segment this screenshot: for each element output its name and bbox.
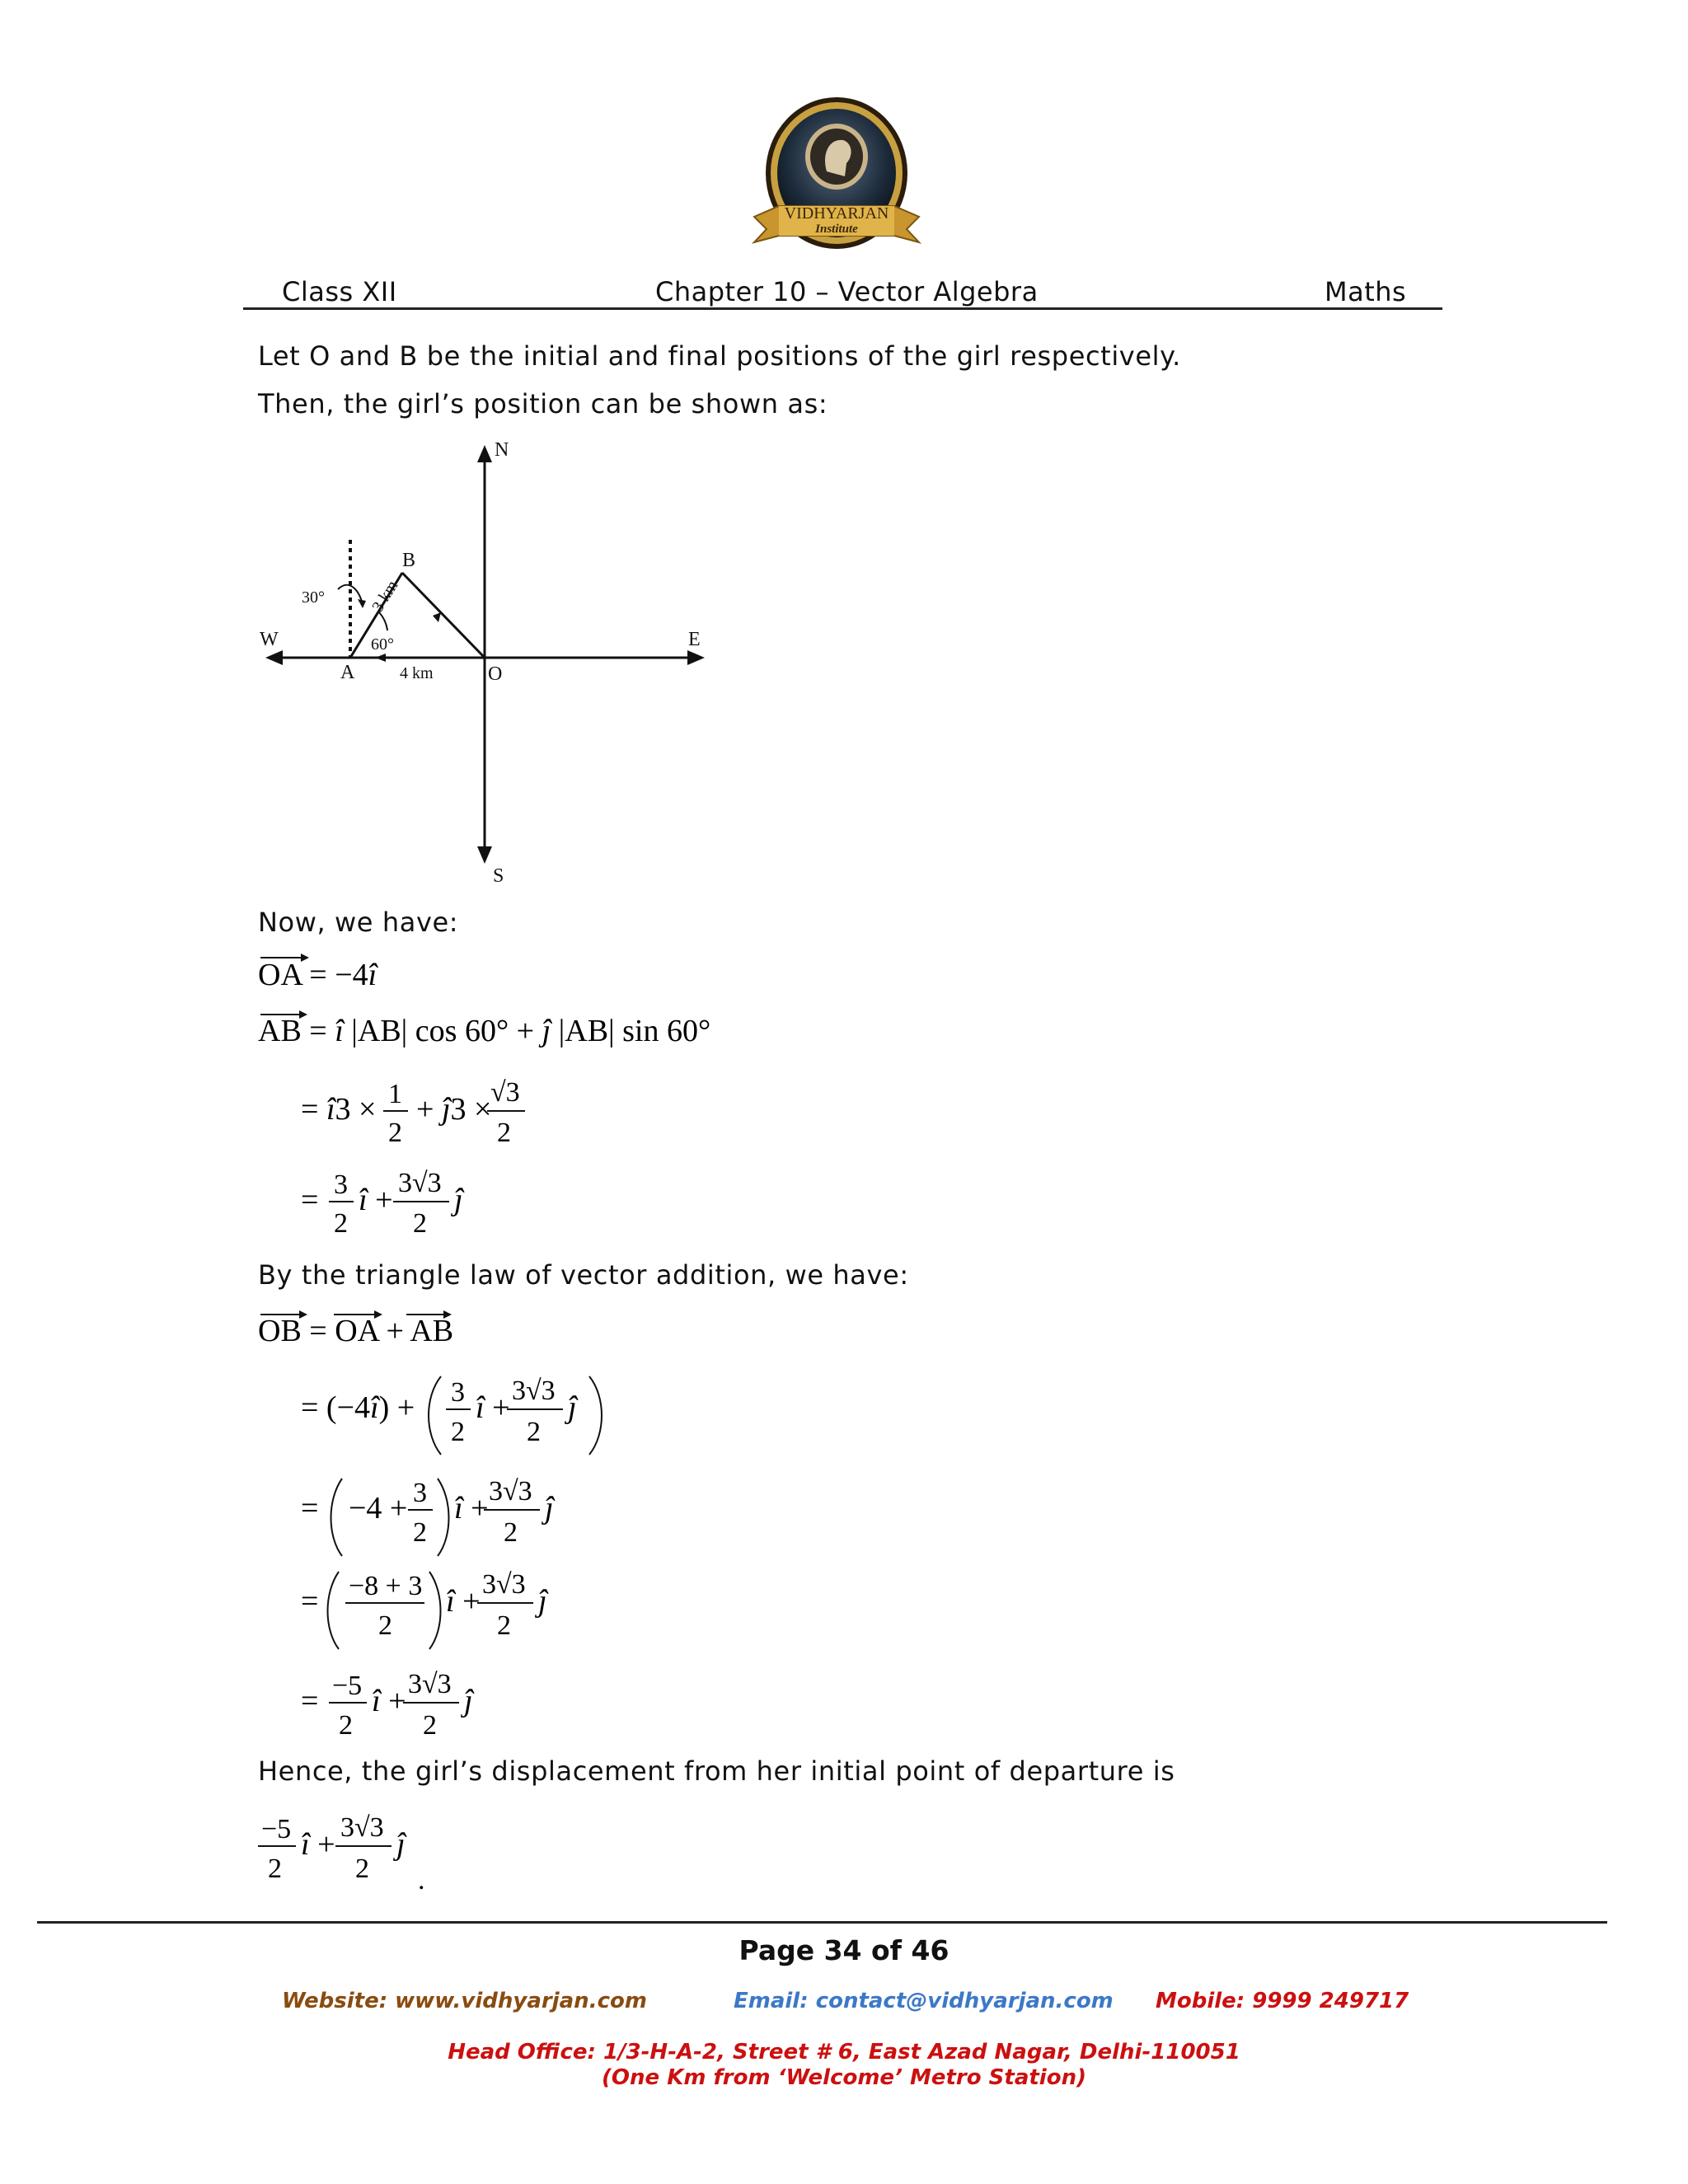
svg-text:= î3 ×: = î3 × <box>301 1092 377 1127</box>
header-chapter: Chapter 10 – Vector Algebra <box>655 276 1039 307</box>
paragraph-conclusion: Hence, the girl’s displacement from her initial point of departure is <box>258 1755 1175 1787</box>
svg-text:2: 2 <box>388 1118 402 1148</box>
svg-text:2: 2 <box>413 1517 427 1548</box>
label-angle-60: 60° <box>371 635 394 654</box>
south-arrow-icon <box>477 846 492 864</box>
svg-text:î +: î + <box>446 1584 481 1619</box>
svg-text:−5: −5 <box>261 1814 292 1844</box>
svg-text:2: 2 <box>355 1854 369 1884</box>
svg-text:3: 3 <box>334 1169 348 1200</box>
svg-text:3√3: 3√3 <box>482 1569 526 1600</box>
svg-text:2: 2 <box>504 1517 518 1548</box>
label-distance-4km: 4 km <box>400 664 434 682</box>
page-number: Page 34 of 46 <box>738 1934 950 1966</box>
north-arrow-icon <box>477 445 492 462</box>
svg-text:AB = î |AB| cos 60° + ĵ |AB| s: AB = î |AB| cos 60° + ĵ |AB| sin 60° <box>258 1014 711 1048</box>
svg-text:î +: î + <box>454 1491 489 1526</box>
svg-text:= (−4î) +: = (−4î) + <box>301 1390 415 1425</box>
svg-text:+ ĵ3 ×: + ĵ3 × <box>416 1092 492 1127</box>
svg-text:2: 2 <box>334 1208 348 1239</box>
svg-text:2: 2 <box>413 1208 427 1239</box>
svg-text:2: 2 <box>451 1417 465 1447</box>
equation-ab-step1 <box>301 1071 713 1154</box>
svg-text:=: = <box>301 1584 319 1619</box>
svg-text:2: 2 <box>497 1610 511 1641</box>
svg-text:=: = <box>301 1491 319 1526</box>
paragraph-position: Then, the girl’s position can be shown as: <box>258 388 828 419</box>
footer-mobile: Mobile: 9999 249717 <box>1156 1989 1409 2013</box>
svg-text:î +: î + <box>301 1827 335 1862</box>
equation-ob-step2 <box>301 1469 713 1559</box>
svg-text:=: = <box>301 1684 319 1718</box>
equation-ob <box>258 1304 670 1353</box>
svg-text:−4 +: −4 + <box>349 1491 408 1526</box>
footer-email[interactable]: Email: contact@vidhyarjan.com <box>734 1989 1114 2013</box>
label-point-a: A <box>340 662 355 683</box>
svg-text:=: = <box>301 1183 319 1217</box>
footer-website[interactable]: Website: www.vidhyarjan.com <box>282 1989 647 2013</box>
svg-text:2: 2 <box>497 1118 511 1148</box>
institute-logo <box>729 97 944 274</box>
svg-text:3: 3 <box>451 1377 465 1408</box>
paragraph-intro: Let O and B be the initial and final positions of the girl respectively. <box>258 340 1181 372</box>
label-angle-30: 30° <box>302 588 325 607</box>
label-east: E <box>688 629 701 650</box>
east-arrow-icon <box>687 650 705 665</box>
svg-text:2: 2 <box>527 1417 541 1447</box>
svg-text:3√3: 3√3 <box>408 1669 452 1699</box>
svg-text:−8 + 3: −8 + 3 <box>349 1571 423 1601</box>
svg-text:2: 2 <box>339 1710 353 1741</box>
svg-text:ĵ: ĵ <box>454 1183 463 1217</box>
equation-ob-step4 <box>301 1665 713 1755</box>
svg-text:ĵ: ĵ <box>538 1584 547 1619</box>
header-rule <box>243 307 1442 310</box>
svg-text:î +: î + <box>372 1684 406 1718</box>
equation-final <box>258 1805 588 1896</box>
label-south: S <box>493 865 504 886</box>
equation-ab <box>258 1004 753 1053</box>
equation-ob-step3 <box>301 1562 713 1652</box>
svg-text:−5: −5 <box>332 1671 363 1701</box>
svg-text:î +: î + <box>359 1183 393 1217</box>
svg-text:2: 2 <box>423 1710 437 1741</box>
logo-title: VIDHYARJAN <box>784 204 889 223</box>
label-point-o: O <box>488 663 503 685</box>
svg-text:OB = OA + AB: OB = OA + AB <box>258 1314 454 1348</box>
svg-text:2: 2 <box>378 1610 392 1641</box>
paragraph-now: Now, we have: <box>258 907 459 938</box>
svg-text:√3: √3 <box>490 1077 520 1108</box>
header-class: Class XII <box>282 276 397 307</box>
svg-text:.: . <box>418 1865 425 1896</box>
footer-rule <box>37 1921 1607 1924</box>
footer-office-note: (One Km from ‘Welcome’ Metro Station) <box>602 2065 1086 2090</box>
svg-text:OA = −4î: OA = −4î <box>258 958 377 992</box>
svg-text:ĵ: ĵ <box>396 1827 406 1862</box>
label-west: W <box>260 629 279 650</box>
path-arrow-icon <box>433 612 441 622</box>
svg-text:î +: î + <box>476 1390 510 1425</box>
svg-text:ĵ: ĵ <box>568 1390 577 1425</box>
header-subject: Maths <box>1325 276 1407 307</box>
label-north: N <box>495 439 509 461</box>
svg-text:2: 2 <box>268 1854 282 1884</box>
svg-text:3: 3 <box>413 1478 427 1508</box>
west-arrow-icon <box>265 650 283 665</box>
svg-text:3√3: 3√3 <box>512 1376 556 1406</box>
equation-ob-step1 <box>301 1368 713 1459</box>
svg-text:ĵ: ĵ <box>464 1684 473 1718</box>
svg-text:3√3: 3√3 <box>398 1168 442 1198</box>
label-point-b: B <box>402 550 416 571</box>
svg-text:1: 1 <box>388 1079 402 1109</box>
equation-oa <box>258 948 753 993</box>
paragraph-triangle-law: By the triangle law of vector addition, we have: <box>258 1259 909 1291</box>
equation-ab-step2 <box>301 1162 713 1244</box>
direction-diagram <box>256 433 717 886</box>
label-distance-3km: 3 km <box>368 577 402 616</box>
logo-subtitle: Institute <box>815 223 858 236</box>
svg-text:ĵ: ĵ <box>545 1491 554 1526</box>
svg-text:3√3: 3√3 <box>340 1812 384 1843</box>
svg-text:3√3: 3√3 <box>489 1476 532 1507</box>
footer-office-address: Head Office: 1/3-H-A-2, Street # 6, East Azad Nagar, Delhi-110051 <box>448 2040 1240 2064</box>
